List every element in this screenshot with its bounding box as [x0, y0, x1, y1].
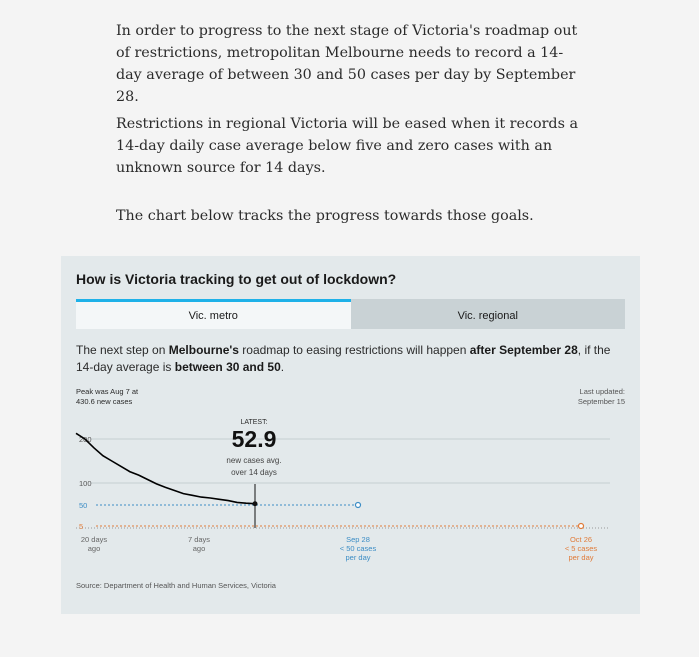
svg-text:Sep 28: Sep 28 — [346, 535, 370, 544]
regional-target-point — [579, 524, 584, 529]
article-paragraph-2: Restrictions in regional Victoria will be eased when it records a 14-day daily case average below five and zero cases with an unknown source for 14 days. — [116, 116, 578, 176]
svg-text:per day: per day — [568, 553, 594, 562]
y-tick-label: 5 — [79, 522, 84, 531]
x-tick-label — [565, 535, 598, 562]
roadmap-description: The next step on Melbourne's roadmap to easing restrictions will happen after September 28, if the 14-day average is between 30 and 50. — [76, 343, 611, 374]
tab-vic-regional[interactable]: Vic. regional — [351, 299, 626, 329]
y-tick-label: 100 — [79, 479, 92, 488]
y-tick-label: 50 — [79, 501, 88, 510]
latest-value: 52.9 — [231, 426, 277, 452]
article-paragraph-3: The chart below tracks the progress towards those goals. — [116, 208, 534, 224]
x-tick-label — [188, 535, 210, 553]
svg-text:20 days: 20 days — [80, 535, 108, 544]
card-title: How is Victoria tracking to get out of lockdown? — [76, 271, 397, 287]
svg-text:per day: per day — [345, 553, 371, 562]
x-tick-label — [81, 535, 108, 553]
latest-point — [253, 501, 258, 506]
svg-text:Oct 26: Oct 26 — [569, 535, 593, 544]
svg-text:ago: ago — [192, 544, 206, 553]
peak-note: Peak was Aug 7 at 430.6 new cases — [76, 387, 139, 406]
svg-text:< 5 cases: < 5 cases — [564, 544, 598, 553]
y-tick-label: 200 — [79, 435, 92, 444]
last-updated: Last updated: September 15 — [577, 387, 625, 406]
lockdown-tracker-card — [61, 256, 640, 614]
cases-chart — [61, 256, 640, 576]
latest-subtitle: new cases avg. over 14 days — [226, 456, 282, 477]
metro-target-point — [356, 503, 361, 508]
x-tick-label — [340, 535, 377, 562]
svg-text:7 days: 7 days — [187, 535, 211, 544]
tab-vic-metro[interactable]: Vic. metro — [76, 299, 351, 329]
article-paragraph-1: In order to progress to the next stage of Victoria's roadmap out of restrictions, metropolitan Melbourne needs to record a 14-day average of between 30 and 50 cases per day by September 28. — [116, 23, 578, 105]
svg-text:< 50 cases: < 50 cases — [339, 544, 377, 553]
svg-text:ago: ago — [87, 544, 101, 553]
latest-label: LATEST: — [240, 419, 268, 426]
source-note: Source: Department of Health and Human Services, Victoria — [76, 581, 276, 590]
